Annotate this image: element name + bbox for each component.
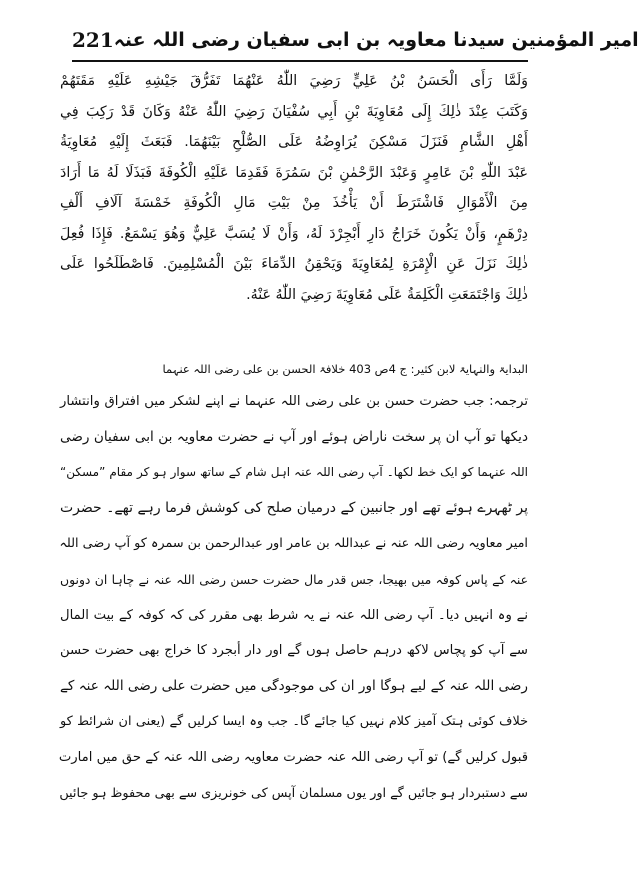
translation-line: قبول کرلیں گے) تو آپ رضی اللہ عنہ حضرت معاویہ رضی اللہ عنہ کے حق میں امارت (58, 749, 528, 765)
translation-line: پر ٹھہرے ہوئے تھے اور جانبین کے درمیان صلح کی کوشش فرما رہے تھے۔ حضرت (60, 499, 528, 516)
translation-line: رضی اللہ عنہ کے لیے ہوگا اور ان کی موجودگی میں حضرت علی رضی اللہ عنہ کے (59, 677, 528, 694)
arabic-line: ذٰلِكَ نَزَلَ عَنِ الْإِمْرَةِ لِمُعَاوِيَةَ وَيَحْقِنُ الدِّمَاءَ بَيْنَ الْمُسْلِمِينَ. فَاصْطَلَحُوا عَلَى (60, 256, 528, 272)
arabic-line: مِنَ الْأَمْوَالِ فَاشْتَرَطَ أَنْ يَأْخُذَ مِنْ بَيْتِ مَالِ الْكُوفَةِ خَمْسَةَ آلَافِ أَلْفِ (60, 195, 528, 211)
translation-line: نے وہ انہیں دیا۔ آپ رضی اللہ عنہ نے یہ شرط بھی مقرر کی کہ کوفہ کے بیت المال (60, 607, 528, 623)
translation-line: خلاف کوئی ہتک آمیز کلام نہیں کیا جائے گا۔ جب وہ ایسا کرلیں گے (یعنی ان شرائط کو (60, 714, 528, 730)
translation-line: امیر معاویہ رضی اللہ عنہ نے عبداللہ بن عامر اور عبدالرحمن بن سمرہ کو آپ رضی اللہ (59, 536, 528, 552)
page-number: 221 (72, 28, 114, 52)
arabic-line: وَكَتَبَ عِنْدَ ذٰلِكَ إِلَى مُعَاوِيَةَ بْنِ أَبِي سُفْيَانَ رَضِيَ اللّٰهُ عَنْهُ وَكَانَ قَدْ رَكِبَ فِي (60, 103, 528, 120)
arabic-line: أَهْلِ الشَّامِ فَنَزَلَ مَسْكِنَ يُرَاوِضُهُ عَلَى الصُّلْحِ بَيْنَهُمَا. فَبَعَثَ إِلَيْهِ مُعَاوِيَةُ (60, 134, 528, 150)
arabic-line: دِرْهَمٍ، وَأَنْ يَكُونَ خَرَاجُ دَارِ أَبْجِرْدَ لَهُ، وَأَنْ لَا يُسَبَّ عَلِيٌّ وَهُوَ يَسْمَعُ. فَإِذَا فُعِلَ (60, 225, 528, 242)
arabic-line: عَبْدَ اللّٰهِ بْنَ عَامِرٍ وَعَبْدَ الرَّحْمٰنِ بْنَ سَمُرَةَ فَقَدِمَا عَلَيْهِ الْكُوفَةَ فَبَذَلَا لَهُ مَا أَرَادَ (60, 164, 528, 181)
header-rule (72, 60, 528, 62)
source-reference: البدایۃ والنہایۃ لابن کثیر: ج 4ص 403 خلافۃ الحسن بن علی رضی اللہ عنہما (162, 362, 528, 376)
urdu-translation (60, 384, 528, 811)
arabic-line: وَلَمَّا رَأَى الْحَسَنُ بْنُ عَلِيٍّ رَضِيَ اللّٰهُ عَنْهُمَا تَفَرُّقَ جَيْشِهِ عَلَيْهِ مَقَتَهُمْ (60, 73, 528, 89)
translation-line: دیکھا تو آپ ان پر سخت ناراض ہوئے اور آپ نے حضرت معاویہ بن ابی سفیان رضی (60, 428, 528, 445)
arabic-line: ذٰلِكَ وَاجْتَمَعَتِ الْكَلِمَةُ عَلَى مُعَاوِيَةَ رَضِيَ اللّٰهُ عَنْهُ. (246, 286, 528, 303)
translation-line: اللہ عنہما کو ایک خط لکھا۔ آپ رضی اللہ عنہ اہل شام کے ساتھ سوار ہو کر مقام ”مسکن“ (60, 465, 528, 480)
translation-line: سے آپ کو پچاس لاکھ درہم حاصل ہوں گے اور دار أبجرد کا خراج بھی حضرت حسن (60, 643, 528, 659)
running-title: امیر المؤمنین سیدنا معاویہ بن ابی سفیان رضی اللہ عنہ (113, 29, 639, 51)
translation-line: سے دستبردار ہو جائیں گے اور یوں مسلمان آپس کی خونریزی سے بھی محفوظ ہو جائیں (59, 785, 528, 801)
page-header (72, 22, 639, 58)
arabic-quotation (60, 66, 528, 310)
translation-line: ترجمہ: جب حضرت حسن بن علی رضی اللہ عنہما نے اپنے لشکر میں افتراق وانتشار (60, 394, 528, 409)
translation-line: عنہ کے پاس کوفہ میں بھیجا، جس قدر مال حضرت حسن رضی اللہ عنہ نے چاہا ان دونوں (60, 571, 528, 587)
